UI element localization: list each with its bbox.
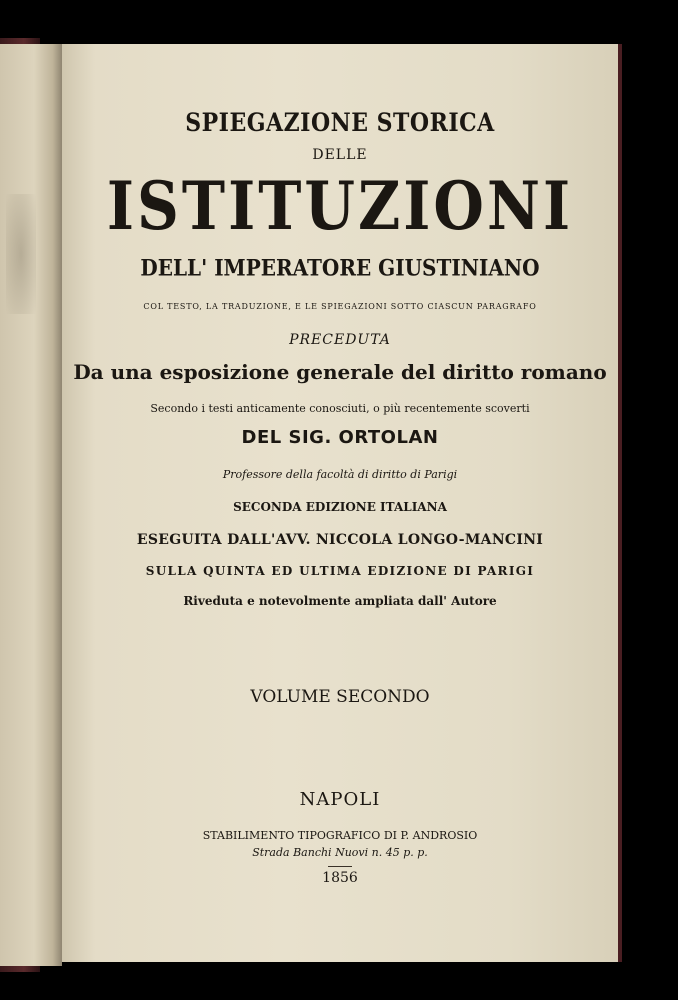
- divider-rule: [328, 866, 352, 867]
- source-edition: SULLA QUINTA ED ULTIMA EDIZIONE DI PARIGI: [145, 564, 535, 578]
- preceded-label: PRECEDUTA: [289, 332, 391, 348]
- edition-label: SECONDA EDIZIONE ITALIANA: [233, 500, 447, 514]
- title-line-1: SPIEGAZIONE STORICA: [185, 108, 495, 138]
- title-page: [62, 44, 618, 962]
- facing-page-bleed: [6, 194, 36, 314]
- printer-address: Strada Banchi Nuovi n. 45 p. p.: [252, 846, 428, 859]
- revision-note: Riveduta e notevolmente ampliata dall' Autore: [183, 594, 497, 608]
- subtitle: DELL' IMPERATORE GIUSTINIANO: [140, 254, 540, 282]
- facing-page: [0, 44, 62, 966]
- sources-note: Secondo i testi anticamente conosciuti, o più recentemente scoverti: [150, 402, 530, 415]
- main-title: ISTITUZIONI: [106, 166, 574, 246]
- author-role: Professore della facoltà di diritto di Parigi: [222, 468, 458, 481]
- contents-note: COL TESTO, LA TRADUZIONE, E LE SPIEGAZIONI SOTTO CIASCUN PARAGRAFO: [143, 302, 537, 311]
- printer: STABILIMENTO TIPOGRAFICO DI P. ANDROSIO: [202, 829, 478, 842]
- title-line-2: DELLE: [312, 147, 368, 163]
- author-name: DEL SIG. ORTOLAN: [241, 427, 439, 448]
- publication-year: 1856: [322, 870, 358, 886]
- city: NAPOLI: [299, 789, 381, 810]
- volume-label: VOLUME SECONDO: [250, 687, 430, 707]
- preface-title: Da una esposizione generale del diritto romano: [73, 360, 607, 384]
- translator-line: ESEGUITA DALL'AVV. NICCOLA LONGO-MANCINI: [136, 532, 544, 548]
